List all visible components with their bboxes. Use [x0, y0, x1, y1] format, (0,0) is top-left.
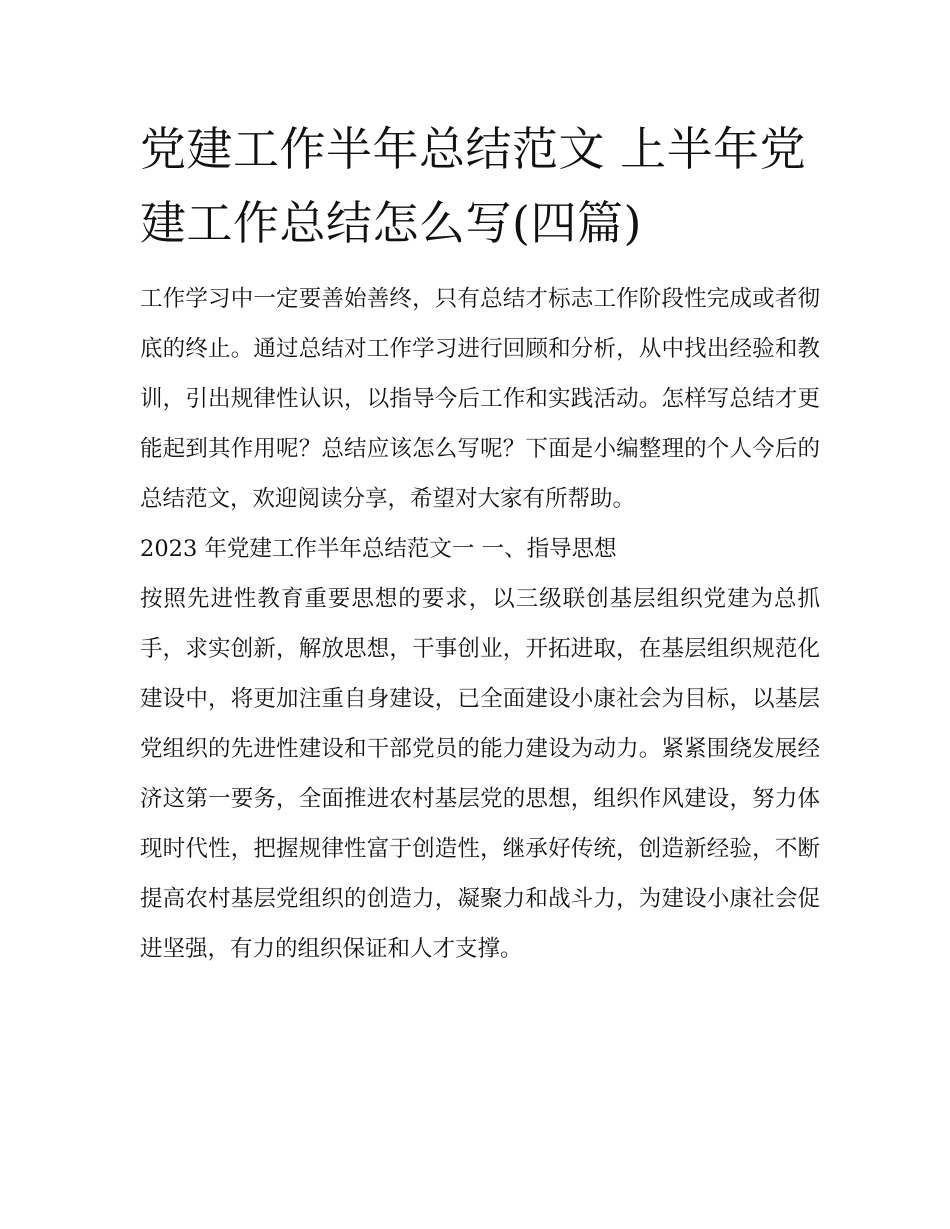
document-page	[140, 112, 820, 974]
section-heading: 2023 年党建工作半年总结范文一 一、指导思想	[140, 536, 617, 562]
document-title: 党建工作半年总结范文 上半年党建工作总结怎么写(四篇)	[140, 122, 807, 250]
section-body-paragraph: 按照先进性教育重要思想的要求，以三级联创基层组织党建为总抓手，求实创新，解放思想，干事创业，开拓进取，在基层组织规范化建设中，将更加注重自身建设，已全面建设小康社会为目标，以基层党组织的先进性建设和干部党员的能力建设为动力。紧紧围绕发展经济这第一要务，全面推进农村基层党的思想，组织作风建设，努力体现时代性，把握规律性富于创造性，继承好传统，创造新经验，不断提高农村基层党组织的创造力，凝聚力和战斗力，为建设小康社会促进坚强，有力的组织保证和人才支撑。	[140, 586, 820, 962]
intro-paragraph: 工作学习中一定要善始善终，只有总结才标志工作阶段性完成或者彻底的终止。通过总结对工作学习进行回顾和分析，从中找出经验和教训，引出规律性认识，以指导今后工作和实践活动。怎样写总结才更能起到其作用呢？总结应该怎么写呢？下面是小编整理的个人今后的总结范文，欢迎阅读分享，希望对大家有所帮助。	[140, 286, 820, 512]
